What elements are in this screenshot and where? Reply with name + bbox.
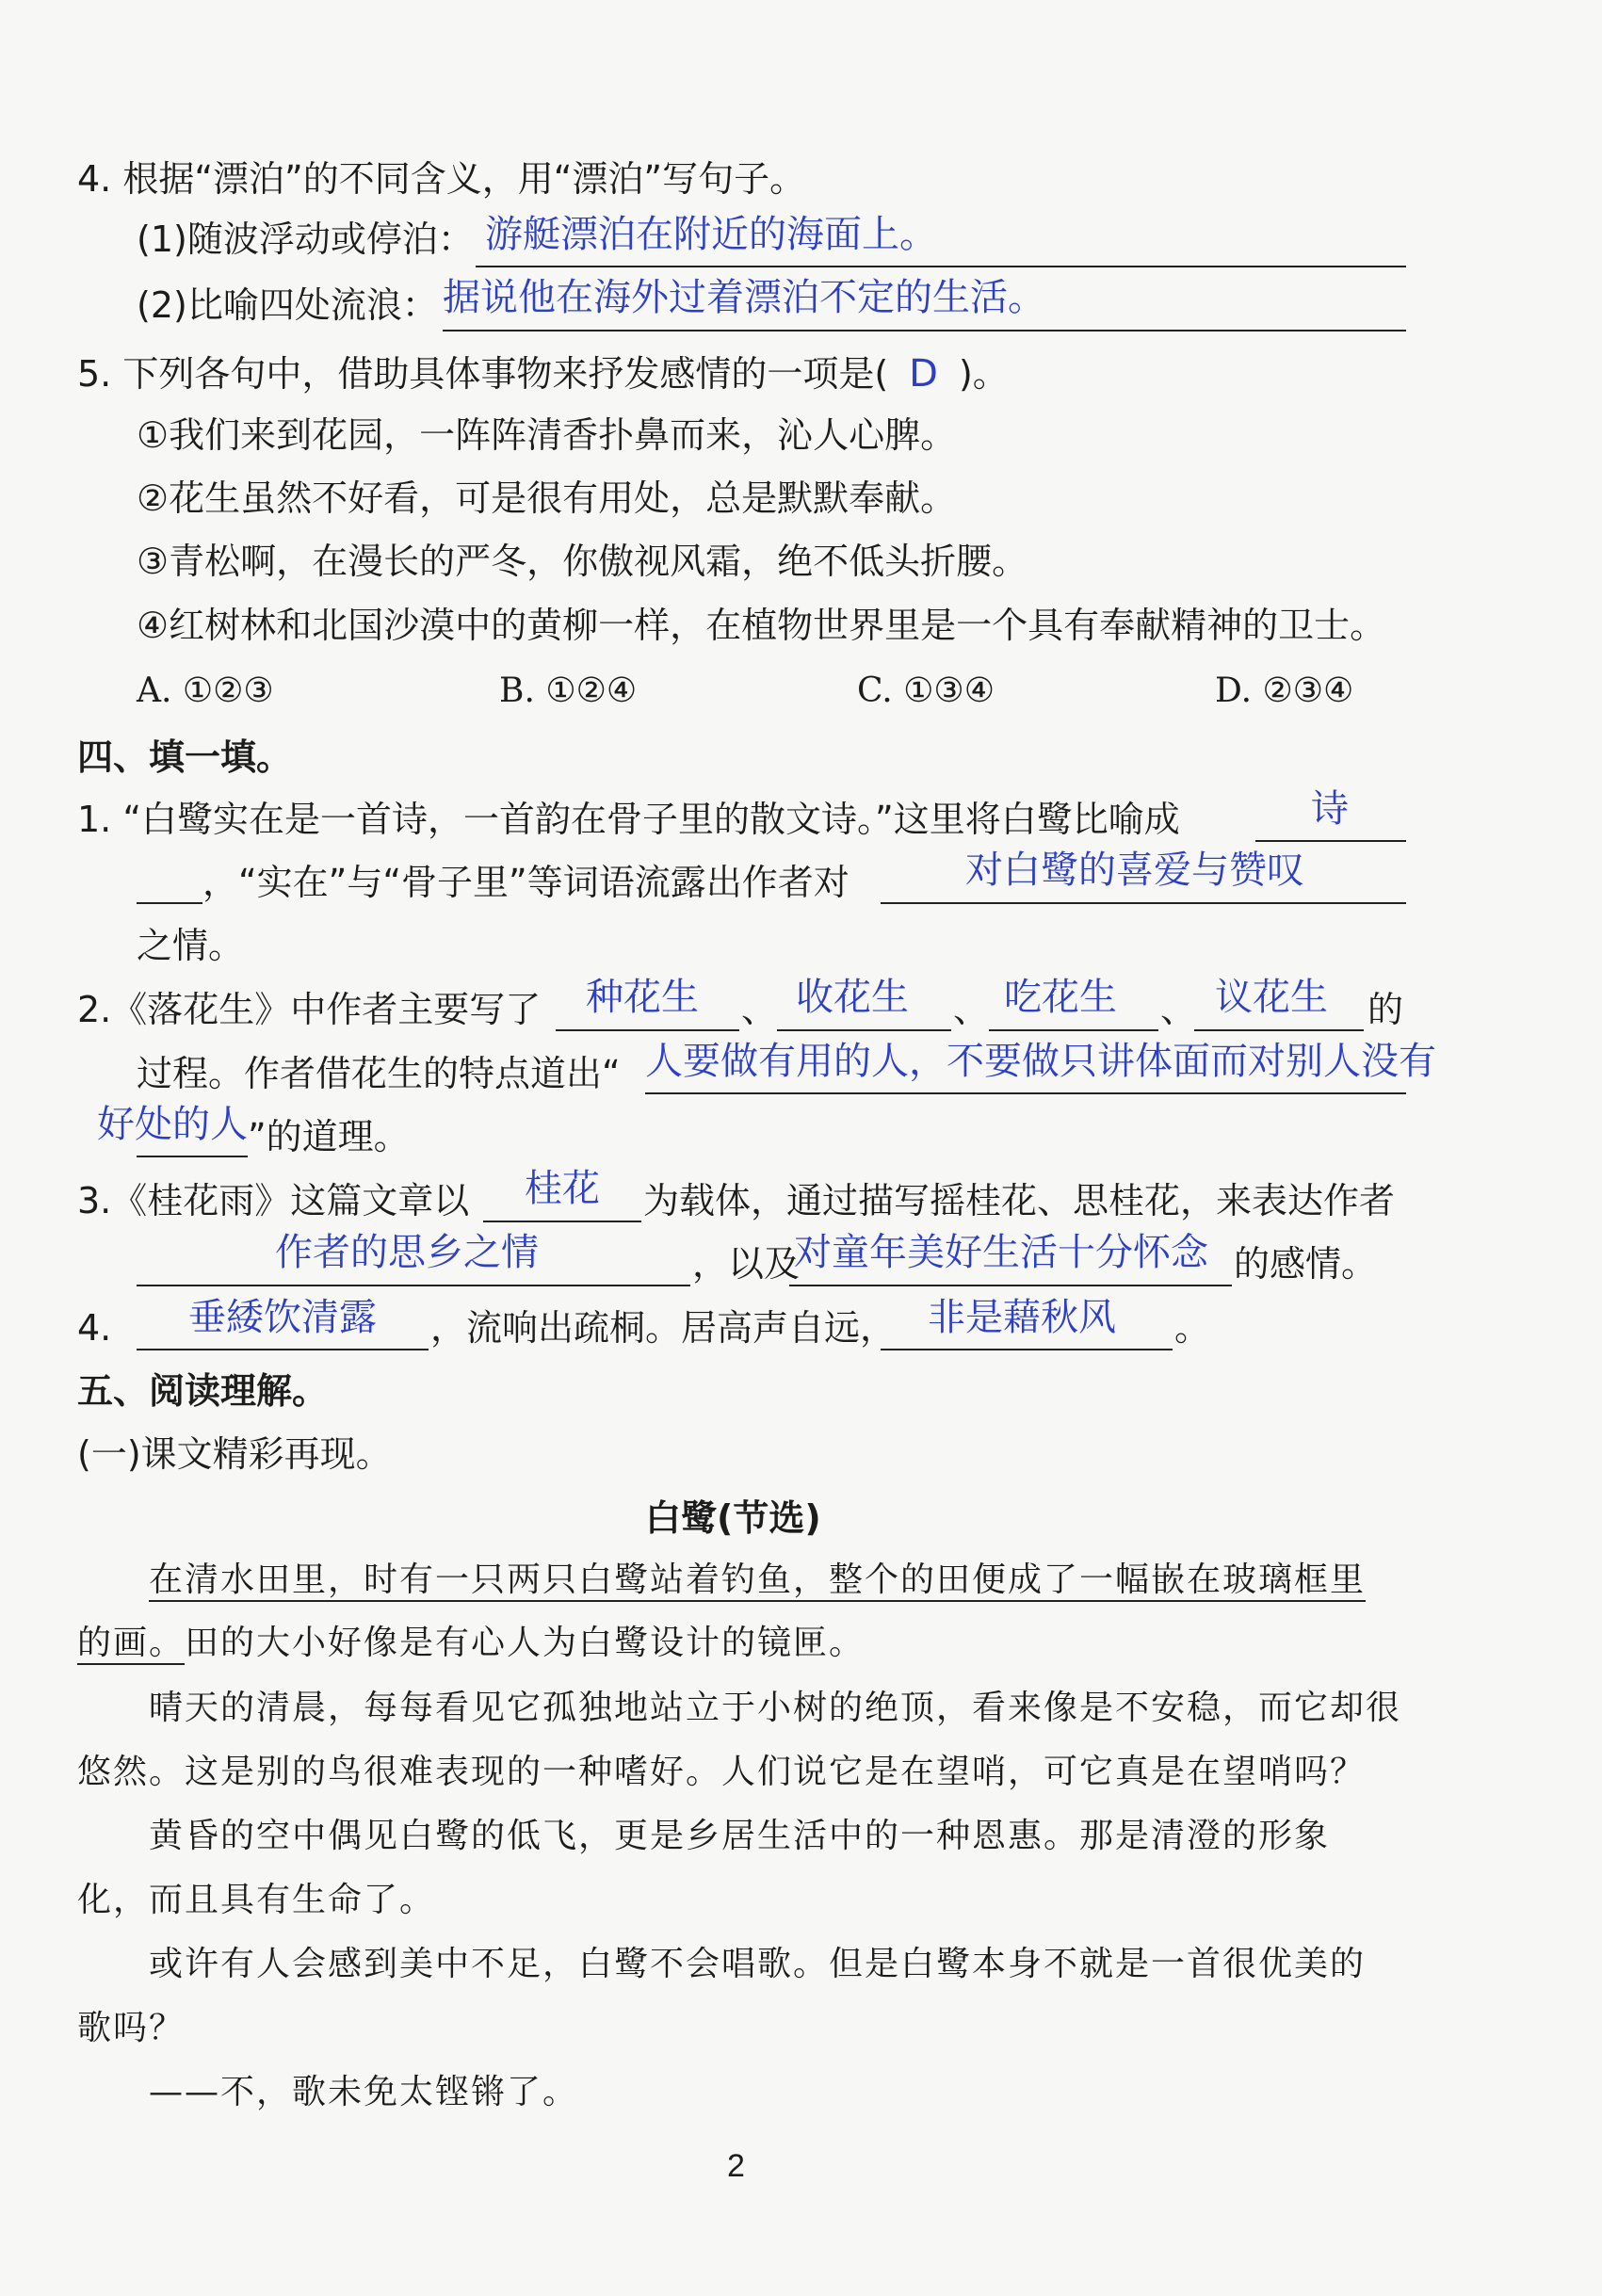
q5-stem-text: 5. 下列各句中，借助具体事物来抒发感情的一项是(: [77, 353, 889, 395]
f4-num: 4.: [77, 1307, 112, 1349]
passage-p1-line2: [77, 1623, 865, 1665]
f4-answer-2: 非是藉秋风: [928, 1296, 1116, 1339]
q5-option-a: A. ①②③: [137, 671, 274, 710]
passage-title: 白鹭(节选): [645, 1497, 821, 1539]
passage-p1-underlined-b: 的画。: [77, 1623, 185, 1665]
f1-answer-a: 诗: [1311, 787, 1349, 831]
q4-sub2-answer: 据说他在海外过着漂泊不定的生活。: [443, 276, 1045, 319]
passage-p4-line2: 歌吗？: [77, 2009, 186, 2047]
f4-blank-2: [881, 1349, 1173, 1350]
q5-option-d: D. ②③④: [1215, 671, 1354, 710]
q5-item-2: ②花生虽然不好看，可是很有用处，总是默默奉献。: [137, 477, 957, 519]
f2-blank-4: [1194, 1029, 1364, 1031]
q4-sub2-blank: [443, 330, 1406, 331]
f2-text-d: ”的道理。: [248, 1116, 410, 1157]
f3-text-a: 3.《桂花雨》这篇文章以: [77, 1180, 470, 1221]
q4-sub1-label: (1)随波浮动或停泊：: [137, 218, 474, 260]
f2-answer-5a: 人要做有用的人，不要做只讲体面而对别人没有: [645, 1040, 1436, 1083]
q5-answer: D: [909, 352, 938, 396]
q5-option-c: C. ①③④: [857, 671, 995, 710]
q4-stem: 4. 根据“漂泊”的不同含义，用“漂泊”写句子。: [77, 158, 806, 200]
f4-text-a: ，流响出疏桐。居高声自远，: [430, 1307, 897, 1349]
f1-text-c: 之情。: [137, 925, 245, 966]
passage-p1-underlined-a: 在清水田里，时有一只两只白鹭站着钓鱼，整个的田便成了一幅嵌在玻璃框里: [149, 1560, 1366, 1602]
passage-p1-line1: [149, 1560, 1366, 1602]
f2-sep-2: 、: [953, 989, 990, 1030]
f3-answer-2: 作者的思乡之情: [275, 1231, 539, 1274]
f3-blank-1: [483, 1221, 641, 1222]
f2-answer-3: 吃花生: [1004, 976, 1117, 1019]
f2-blank-5-cont: [137, 1156, 248, 1157]
f2-text-b: 的: [1367, 989, 1404, 1030]
section-5-title: 五、阅读理解。: [77, 1370, 329, 1412]
f2-blank-3: [989, 1029, 1158, 1031]
q4-sub2-label: (2)比喻四处流浪：: [137, 284, 438, 326]
f3-text-c: ，以及: [692, 1243, 801, 1285]
section-5-sub: (一)课文精彩再现。: [77, 1433, 392, 1475]
f3-text-d: 的感情。: [1234, 1243, 1378, 1285]
f4-blank-1: [137, 1349, 429, 1350]
q5-stem: [77, 351, 1009, 396]
f1-answer-b: 对白鹭的喜爱与赞叹: [965, 849, 1304, 892]
q4-sub1-blank: [476, 266, 1406, 267]
f2-answer-1: 种花生: [586, 976, 699, 1019]
f3-answer-3: 对童年美好生活十分怀念: [794, 1231, 1208, 1274]
passage-p3-line2: 化，而且具有生命了。: [77, 1881, 436, 1919]
passage-p5: ——不，歌未免太铿锵了。: [149, 2073, 579, 2111]
section-4-title: 四、填一填。: [77, 736, 293, 778]
q5-stem-close: )。: [958, 353, 1009, 395]
f1-blank-a: [1255, 840, 1406, 842]
f2-sep-1: 、: [741, 989, 778, 1030]
f2-blank-2: [777, 1029, 951, 1031]
f2-answer-4: 议花生: [1215, 976, 1328, 1019]
f2-sep-3: 、: [1160, 989, 1197, 1030]
f2-answer-2: 收花生: [796, 976, 909, 1019]
f1-blank-b: [881, 902, 1406, 904]
f2-text-c: 过程。作者借花生的特点道出“: [137, 1053, 621, 1094]
f1-text-b: ，“实在”与“骨子里”等词语流露出作者对: [202, 862, 850, 903]
passage-p3-line1: 黄昏的空中偶见白鹭的低飞，更是乡居生活中的一种恩惠。那是清澄的形象: [149, 1817, 1331, 1855]
passage-p4-line1: 或许有人会感到美中不足，白鹭不会唱歌。但是白鹭本身不就是一首很优美的: [149, 1945, 1367, 1983]
page-number: 2: [727, 2148, 745, 2184]
q5-option-b: B. ①②④: [499, 671, 638, 710]
passage-p2-line2: 悠然。这是别的鸟很难表现的一种嗜好。人们说它是在望哨，可它真是在望哨吗？: [77, 1753, 1367, 1791]
f2-answer-5b: 好处的人: [97, 1103, 248, 1146]
f4-answer-1: 垂緌饮清露: [188, 1296, 377, 1339]
f4-text-b: 。: [1174, 1307, 1211, 1349]
f2-blank-1: [556, 1029, 739, 1031]
f2-blank-5: [645, 1092, 1406, 1094]
passage-p2-line1: 晴天的清晨，每每看见它孤独地站立于小树的绝顶，看来像是不安稳，而它却很: [149, 1689, 1402, 1727]
f3-blank-2: [137, 1285, 690, 1286]
f3-blank-3: [789, 1285, 1232, 1286]
q5-item-3: ③青松啊，在漫长的严冬，你傲视风霜，绝不低头折腰。: [137, 541, 1028, 582]
f3-answer-1: 桂花: [525, 1167, 600, 1210]
f3-text-b: 为载体，通过描写摇桂花、思桂花，来表达作者: [643, 1180, 1396, 1221]
q5-item-1: ①我们来到花园，一阵阵清香扑鼻而来，沁人心脾。: [137, 414, 957, 456]
passage-p1-rest: 田的大小好像是有心人为白鹭设计的镜匣。: [185, 1624, 866, 1662]
f1-blank-a-cont: [137, 902, 202, 904]
f2-text-a: 2.《落花生》中作者主要写了: [77, 989, 542, 1030]
f1-text-a: 1. “白鹭实在是一首诗，一首韵在骨子里的散文诗。”这里将白鹭比喻成: [77, 799, 1180, 840]
q5-item-4: ④红树林和北国沙漠中的黄柳一样，在植物世界里是一个具有奉献精神的卫士。: [137, 605, 1386, 646]
q4-sub1-answer: 游艇漂泊在附近的海面上。: [485, 213, 937, 256]
